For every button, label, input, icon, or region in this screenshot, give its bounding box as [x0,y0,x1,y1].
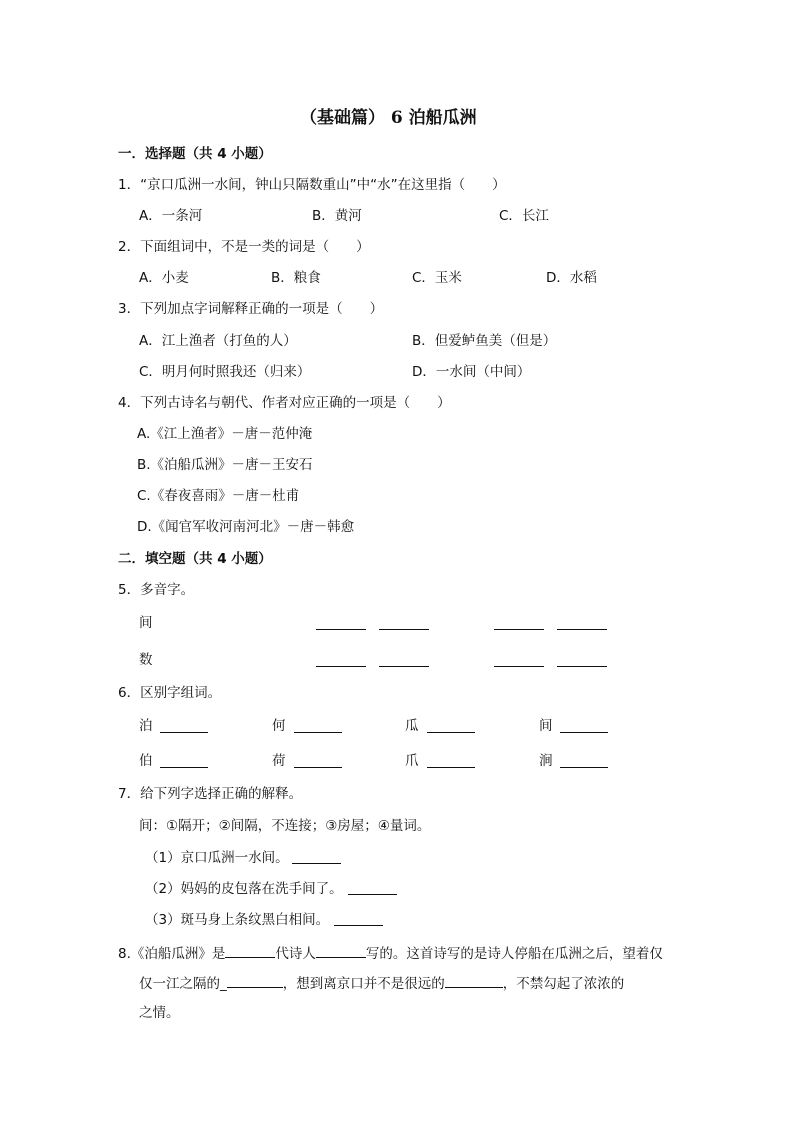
answer-blank[interactable] [494,666,544,667]
question-2-option-d[interactable]: D．水稻 [546,270,597,286]
question-2-option-a[interactable]: A．小麦 [139,270,189,286]
answer-blank[interactable] [348,894,397,895]
question-8-text: 8.《泊船瓜洲》是 [118,946,226,962]
char-bo2: 伯 [139,753,153,769]
answer-blank[interactable] [316,666,366,667]
question-2-option-b[interactable]: B．粮食 [271,270,321,286]
char-he2: 荷 [272,753,286,769]
question-7-item-3: （3）斑马身上条纹黑白相间。 [145,912,330,928]
question-7-definition: 间：①隔开；②间隔，不连接；③房屋；④量词。 [139,818,431,834]
question-8-text: 写的。这首诗写的是诗人停船在瓜洲之后，望着仅 [365,946,663,962]
answer-blank[interactable] [225,942,275,958]
question-4-stem: 4．下列古诗名与朝代、作者对应正确的一项是（ ） [118,395,451,411]
char-jian2: 涧 [539,753,553,769]
answer-blank[interactable] [292,863,341,864]
answer-blank[interactable] [316,629,366,630]
question-2-stem: 2．下面组词中，不是一类的词是（ ） [118,239,370,255]
char-he: 何 [272,718,286,734]
polyphone-char-shu: 数 [139,652,153,668]
answer-blank[interactable] [334,925,383,926]
question-6-stem: 6．区别字组词。 [118,685,222,701]
char-bo: 泊 [139,718,153,734]
question-3-option-c[interactable]: C．明月何时照我还（归来） [139,364,311,380]
answer-blank[interactable] [560,732,608,733]
question-7-item-1: （1）京口瓜洲一水间。 [145,850,289,866]
answer-blank[interactable] [494,629,544,630]
page-title: （基础篇） 6 泊船瓜洲 [300,108,477,128]
answer-blank[interactable] [427,767,475,768]
answer-blank[interactable] [427,732,475,733]
question-3-stem: 3．下列加点字词解释正确的一项是（ ） [118,301,384,317]
question-8-line-1 [118,942,663,964]
answer-blank[interactable] [316,942,366,958]
question-3-option-b[interactable]: B．但爱鲈鱼美（但是） [412,333,557,349]
answer-blank[interactable] [560,767,608,768]
answer-blank[interactable] [379,666,429,667]
question-1-stem: 1．“京口瓜洲一水间，钟山只隔数重山”中“水”在这里指（ ） [118,177,506,193]
answer-blank[interactable] [160,767,208,768]
question-1-option-c[interactable]: C．长江 [499,208,549,224]
question-4-option-c[interactable]: C.《春夜喜雨》－唐－杜甫 [137,488,300,504]
question-3-option-a[interactable]: A．江上渔者（打鱼的人） [139,333,297,349]
question-5-stem: 5．多音字。 [118,582,195,598]
question-7-stem: 7．给下列字选择正确的解释。 [118,786,303,802]
question-8-text: ，想到离京口并不是很远的 [282,976,445,992]
question-8-text: ，不禁勾起了浓浓的 [502,976,625,992]
question-1-option-b[interactable]: B．黄河 [312,208,362,224]
question-1-option-a[interactable]: A．一条河 [139,208,203,224]
char-gua: 瓜 [405,718,419,734]
char-zhua: 爪 [405,753,419,769]
char-jian: 间 [539,718,553,734]
question-8-line-3: 之情。 [139,1005,180,1021]
question-4-option-a[interactable]: A.《江上渔者》－唐－范仲淹 [137,426,313,442]
polyphone-char-jian: 间 [139,615,153,631]
answer-blank[interactable] [294,732,342,733]
answer-blank[interactable] [557,629,607,630]
section-fill-heading: 二．填空题（共 4 小题） [118,551,272,567]
question-3-option-d[interactable]: D．一水间（中间） [412,364,531,380]
answer-blank[interactable] [557,666,607,667]
question-4-option-b[interactable]: B.《泊船瓜洲》－唐－王安石 [137,457,313,473]
question-8-text: 仅一江之隔的_ [139,976,227,992]
answer-blank[interactable] [294,767,342,768]
answer-blank[interactable] [445,972,503,988]
section-choice-heading: 一．选择题（共 4 小题） [118,146,272,162]
question-2-option-c[interactable]: C．玉米 [412,270,462,286]
question-8-text: 代诗人 [275,946,316,962]
answer-blank[interactable] [227,972,283,988]
question-4-option-d[interactable]: D.《闻官军收河南河北》－唐－韩愈 [137,519,355,535]
answer-blank[interactable] [160,732,208,733]
question-7-item-2: （2）妈妈的皮包落在洗手间了。 [145,881,343,897]
question-8-line-2 [139,972,624,994]
answer-blank[interactable] [379,629,429,630]
